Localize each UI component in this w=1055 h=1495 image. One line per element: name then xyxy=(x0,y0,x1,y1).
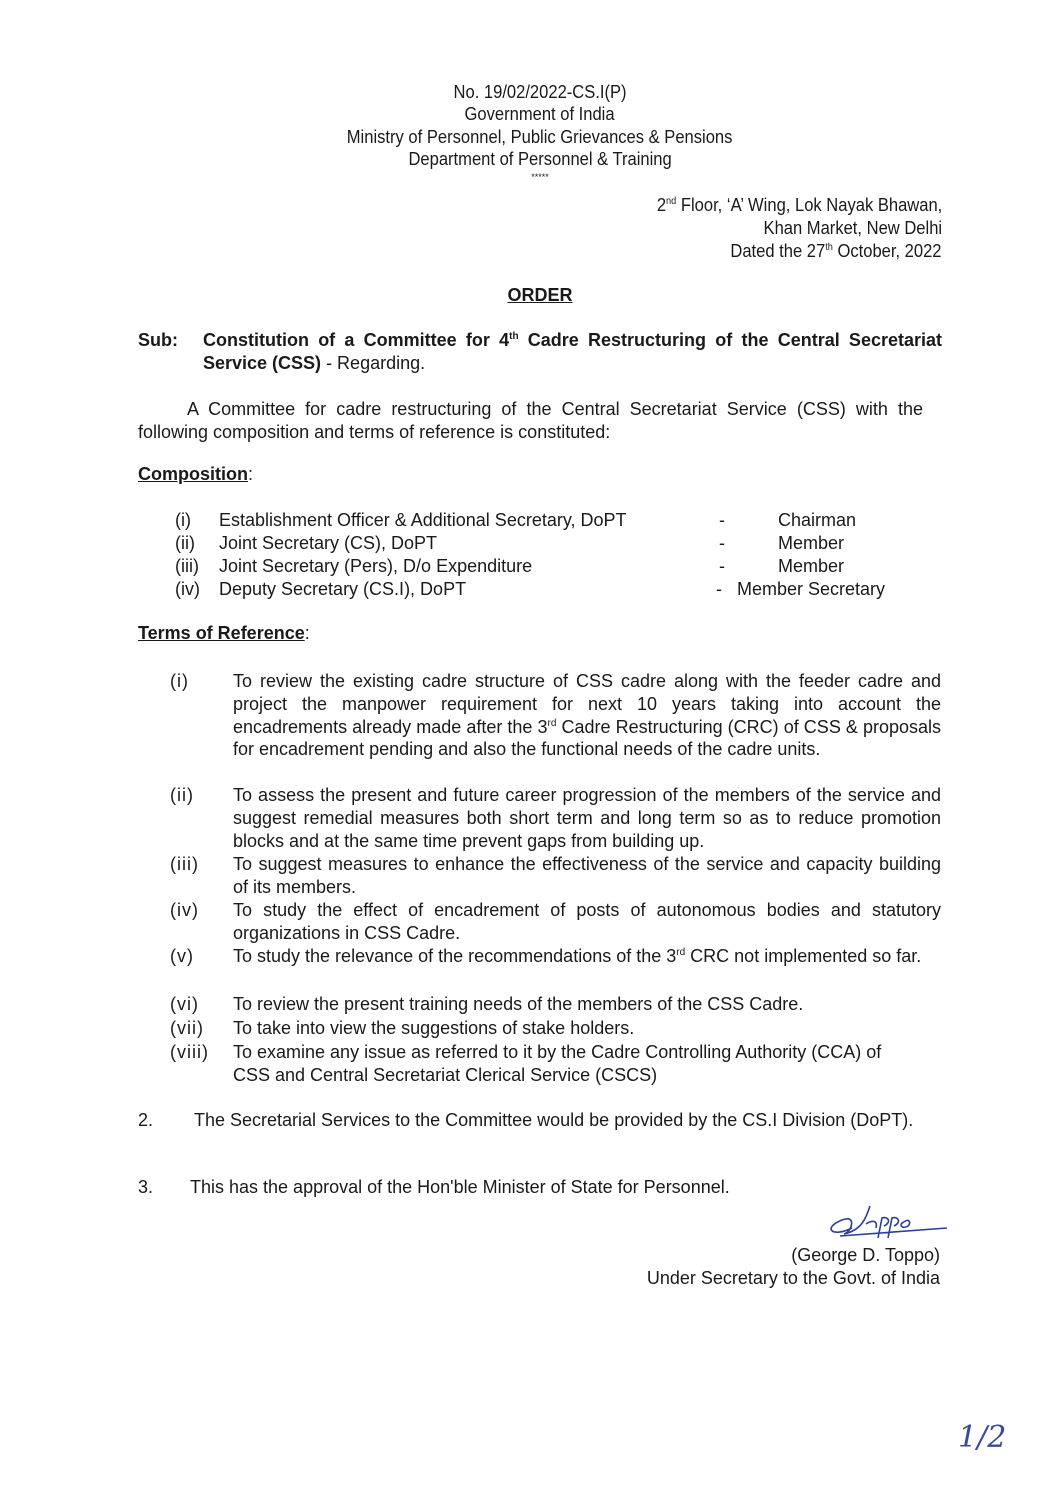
member-num: (ii) xyxy=(175,533,195,553)
subject-text xyxy=(203,329,942,374)
date-post: October, 2022 xyxy=(833,241,942,261)
term-text: To assess the present and future career progression of the members of the service and suggest remedial measures both short term and long term so as to reduce promotion blocks and at the same time prevent gaps from building up. xyxy=(233,785,941,851)
date-line xyxy=(0,240,942,263)
signatory-name: (George D. Toppo) xyxy=(791,1245,940,1265)
member-num: (iv) xyxy=(175,579,200,599)
subject-bold-post: Cadre Restructuring of the Central Secretariat Service (CSS) xyxy=(203,330,942,373)
term-num: (vi) xyxy=(170,994,199,1014)
address-line-1 xyxy=(0,194,942,217)
colon: : xyxy=(248,464,254,484)
intro-paragraph: A Committee for cadre restructuring of the Central Secretariat Service (CSS) with the following composition and terms of reference is constituted: xyxy=(138,399,923,442)
term-num: (iv) xyxy=(170,900,199,920)
paragraph-2 xyxy=(138,1109,940,1132)
signatory-designation: Under Secretary to the Govt. of India xyxy=(646,1268,940,1288)
member-name: Deputy Secretary (CS.I), DoPT xyxy=(219,579,467,599)
dash: - xyxy=(719,510,725,530)
department: Department of Personnel & Training xyxy=(408,149,672,169)
dash: - xyxy=(719,533,725,553)
para-num: 2. xyxy=(138,1110,154,1130)
term-num: (iii) xyxy=(170,854,199,874)
member-num: (iii) xyxy=(175,556,199,576)
colon: : xyxy=(304,623,310,643)
government: Government of India xyxy=(464,104,616,124)
signature-scribble-icon xyxy=(822,1198,952,1248)
term-sup: rd xyxy=(547,717,557,729)
term-text: To study the effect of encadrement of posts of autonomous bodies and statutory organizations in CSS Cadre. xyxy=(233,900,941,943)
member-row xyxy=(0,555,1055,578)
file-number: No. 19/02/2022-CS.I(P) xyxy=(453,82,627,102)
term-text-post: CRC not implemented so far. xyxy=(685,946,922,966)
dash: - xyxy=(719,556,725,576)
address-line-2: Khan Market, New Delhi xyxy=(763,218,942,238)
signature xyxy=(822,1198,952,1248)
term-text-post: Cadre Restructuring (CRC) of CSS & proposals for encadrement pending and also the functional needs of the cadre units. xyxy=(233,716,942,760)
term-text: To review the existing cadre structure of CSS cadre along with the feeder cadre and project the manpower requirement for next 10 years taking into account the encadrements already made after the 3 xyxy=(233,671,941,737)
term-num: (v) xyxy=(170,946,194,966)
composition-heading: Composition xyxy=(138,464,248,484)
term-text: To review the present training needs of the members of the CSS Cadre. xyxy=(233,994,804,1014)
ministry: Ministry of Personnel, Public Grievances & Pensions xyxy=(347,127,733,147)
member-row xyxy=(0,509,1055,532)
term-num: (ii) xyxy=(170,785,194,805)
term-text: To examine any issue as referred to it by the Cadre Controlling Authority (CCA) of CSS and Central Secretariat Clerical Service (CSCS) xyxy=(233,1042,882,1085)
page-mark: 1/2 xyxy=(958,1420,1007,1455)
member-name: Establishment Officer & Additional Secretary, DoPT xyxy=(219,510,627,530)
member-num: (i) xyxy=(175,510,191,530)
order-title: ORDER xyxy=(507,285,573,305)
ordinal-suffix: nd xyxy=(665,196,677,207)
member-row xyxy=(0,578,1055,601)
member-role: Member xyxy=(778,533,845,553)
member-role: Member Secretary xyxy=(737,579,886,599)
term-text: To study the relevance of the recommendations of the 3 xyxy=(233,946,677,966)
para-num: 3. xyxy=(138,1177,154,1197)
subject-sup: th xyxy=(509,331,519,342)
subject-bold: Constitution of a Committee for 4 xyxy=(203,330,510,350)
subject-tail: - Regarding. xyxy=(321,352,426,373)
dash: - xyxy=(716,579,722,599)
terms-heading: Terms of Reference xyxy=(138,623,305,643)
stars-divider: ***** xyxy=(531,172,549,182)
para-text: The Secretarial Services to the Committee would be provided by the CS.I Division (DoPT). xyxy=(194,1110,914,1130)
floor-number: 2 xyxy=(656,195,666,215)
member-row xyxy=(0,532,1055,555)
subject-label: Sub: xyxy=(138,330,178,350)
member-name: Joint Secretary (CS), DoPT xyxy=(219,533,438,553)
member-name: Joint Secretary (Pers), D/o Expenditure xyxy=(219,556,533,576)
member-role: Chairman xyxy=(778,510,857,530)
term-num: (i) xyxy=(170,671,189,691)
term-num: (viii) xyxy=(170,1042,209,1062)
address-text: Floor, ‘A’ Wing, Lok Nayak Bhawan, xyxy=(676,195,942,215)
para-text: This has the approval of the Hon'ble Minister of State for Personnel. xyxy=(190,1177,730,1197)
term-text: To suggest measures to enhance the effectiveness of the service and capacity building of its members. xyxy=(233,854,941,897)
date-suffix: th xyxy=(825,242,834,253)
term-num: (vii) xyxy=(170,1018,204,1038)
term-text: To take into view the suggestions of stake holders. xyxy=(233,1018,635,1038)
member-role: Member xyxy=(778,556,845,576)
date-pre: Dated the 27 xyxy=(730,241,826,261)
paragraph-3 xyxy=(138,1176,730,1199)
term-sup: rd xyxy=(676,947,686,958)
